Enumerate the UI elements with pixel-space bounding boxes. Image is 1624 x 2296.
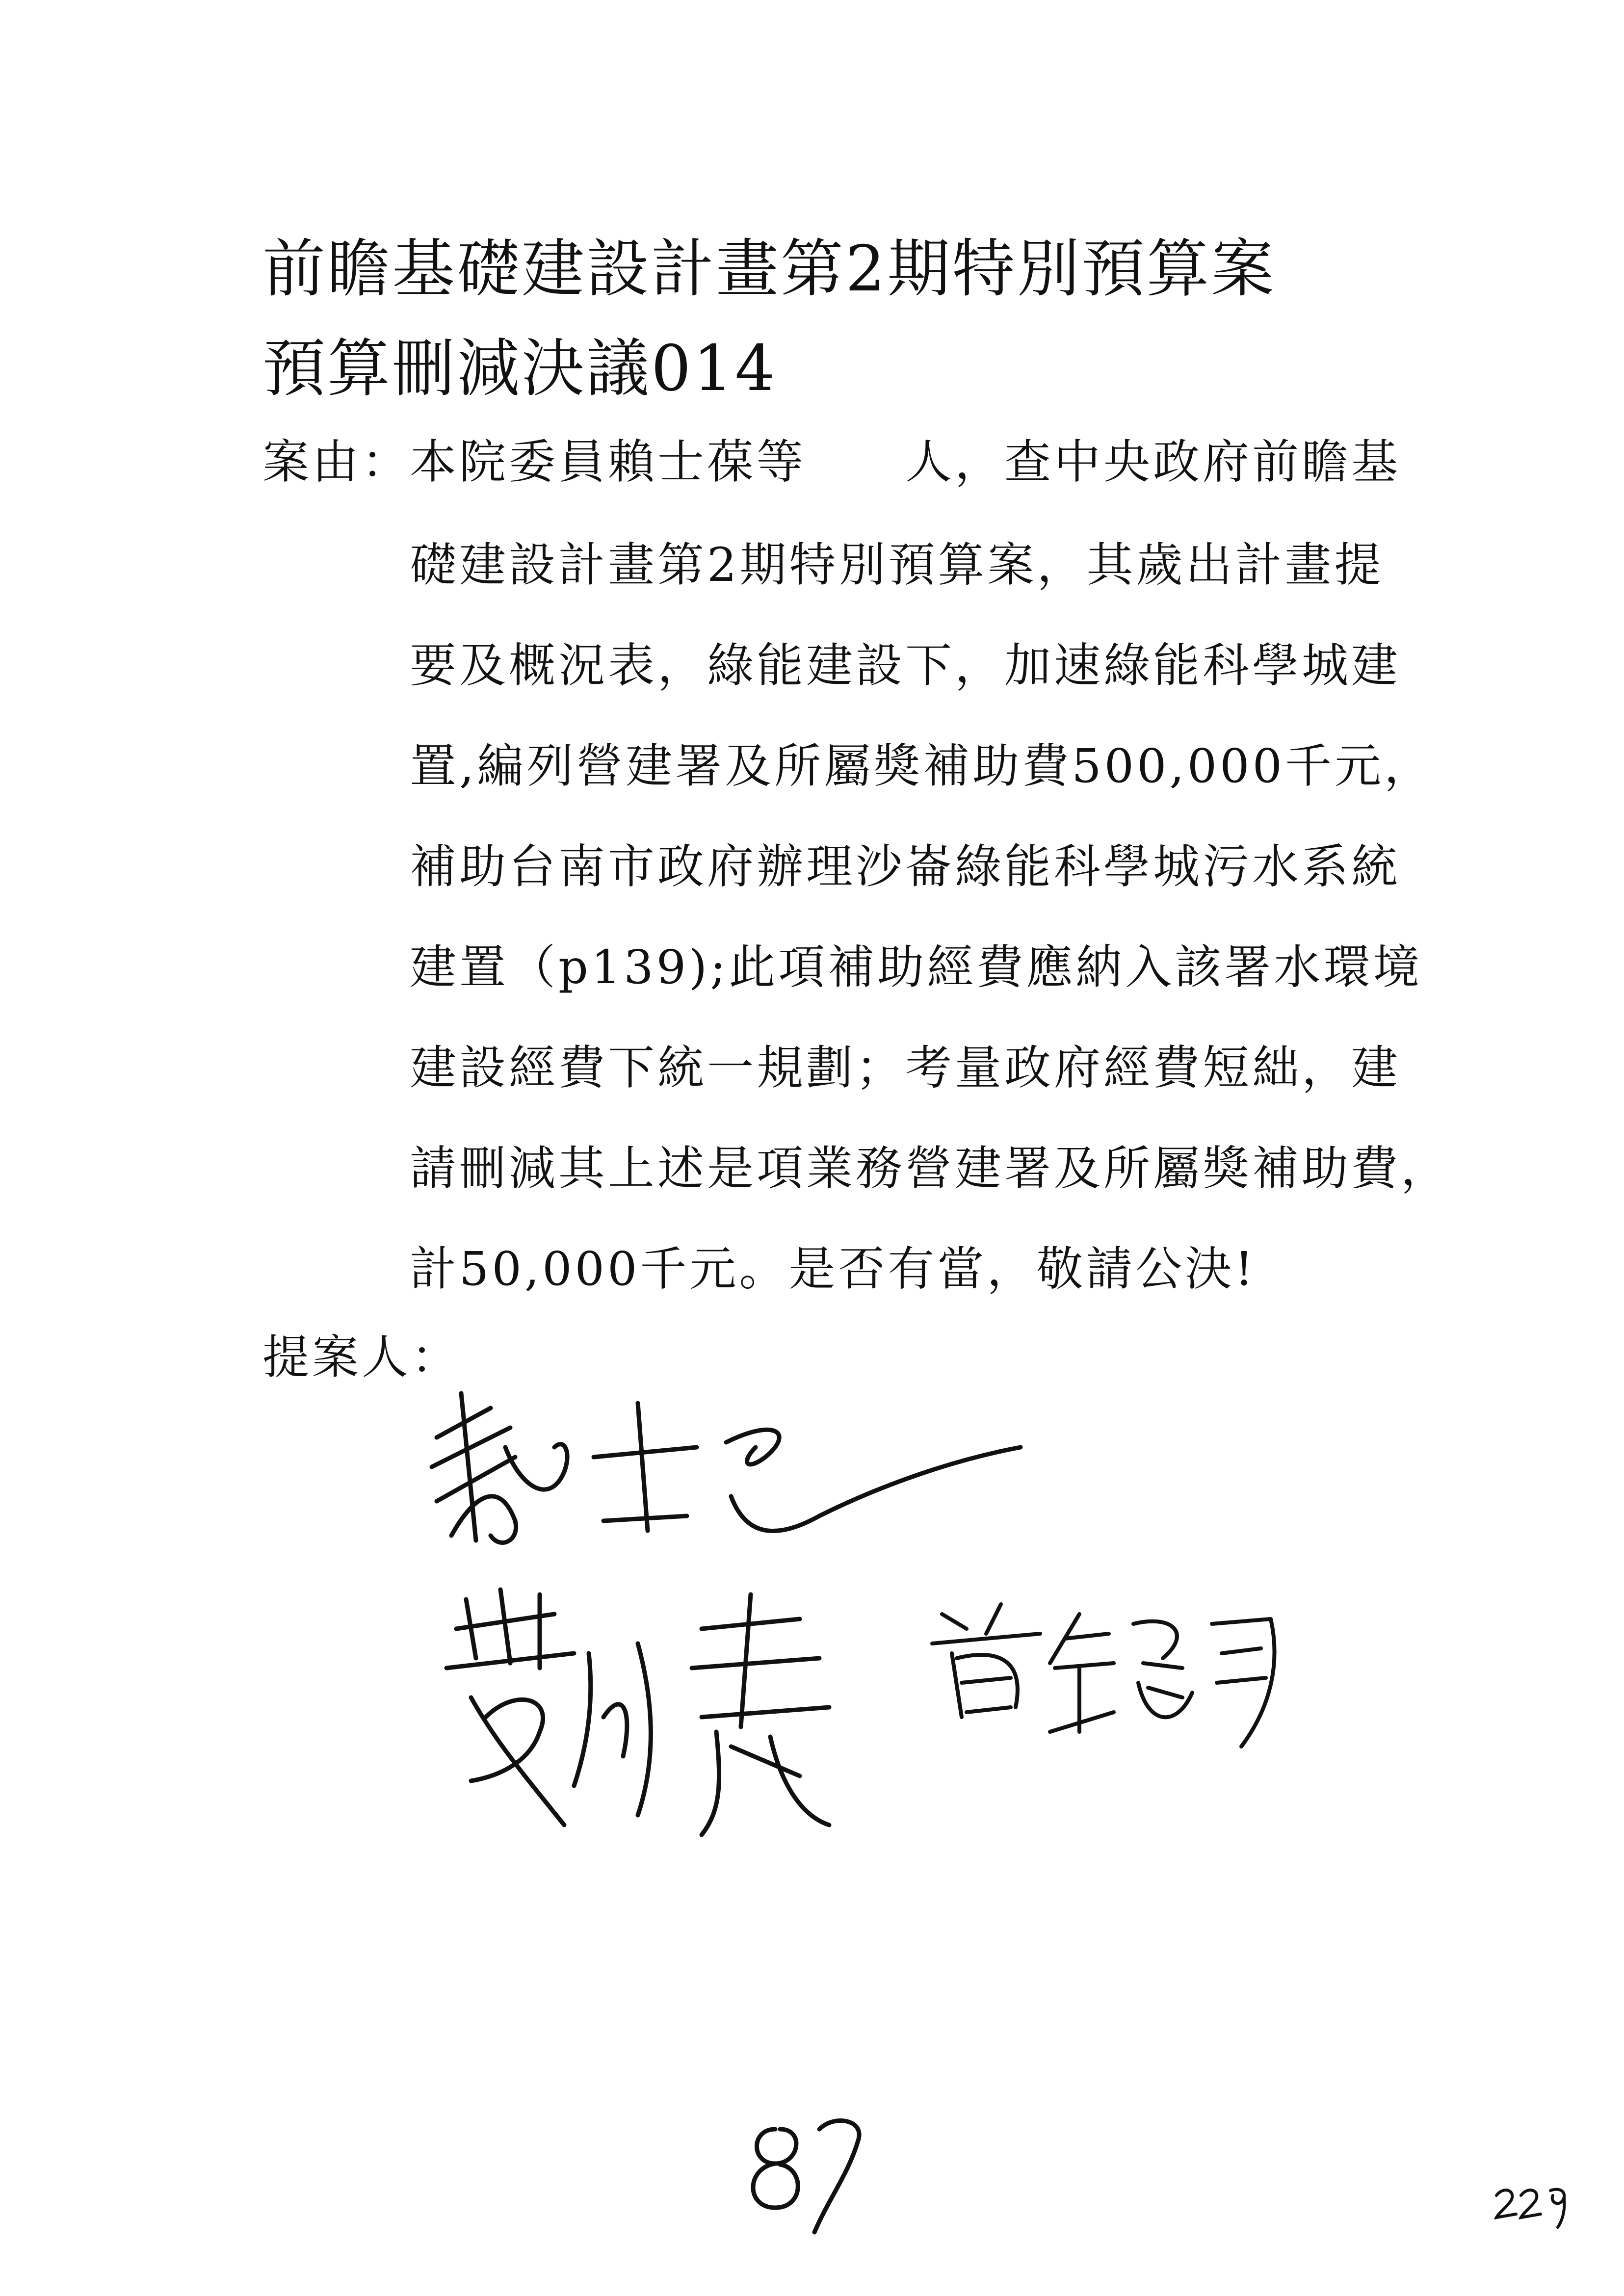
case-text-line: 補助台南市政府辦理沙崙綠能科學城污水系統 (410, 840, 1401, 894)
case-text-line: 置,編列營建署及所屬獎補助費500,000千元， (410, 739, 1434, 793)
document-title-line-1: 前瞻基礎建設計畫第2期特別預算案 (262, 233, 1276, 306)
case-text-line: 計50,000千元。是否有當，敬請公決! (410, 1242, 1257, 1296)
proposer-label: 提案人： (262, 1331, 461, 1384)
case-text-line: 要及概況表，綠能建設下，加速綠能科學城建 (410, 639, 1401, 693)
document-title-line-2: 預算刪減決議014 (262, 332, 777, 405)
case-text-line: 建置（p139);此項補助經費應納入該署水環境 (410, 940, 1423, 994)
case-text-line: 礎建設計畫第2期特別預算案，其歲出計畫提 (410, 538, 1384, 592)
case-text-line: 請刪減其上述是項業務營建署及所屬獎補助費， (410, 1142, 1451, 1196)
signature-fei (427, 1570, 868, 1845)
signature-tseng (917, 1585, 1290, 1761)
signature-lai (402, 1374, 1040, 1580)
case-text-line: 建設經費下統一規劃；考量政府經費短絀，建 (410, 1041, 1401, 1095)
case-text-line: 本院委員賴士葆等 人，查中央政府前瞻基 (410, 435, 1401, 489)
corner-page-number (1492, 2176, 1570, 2230)
case-label: 案由： (262, 435, 412, 489)
page-number (741, 2110, 873, 2237)
